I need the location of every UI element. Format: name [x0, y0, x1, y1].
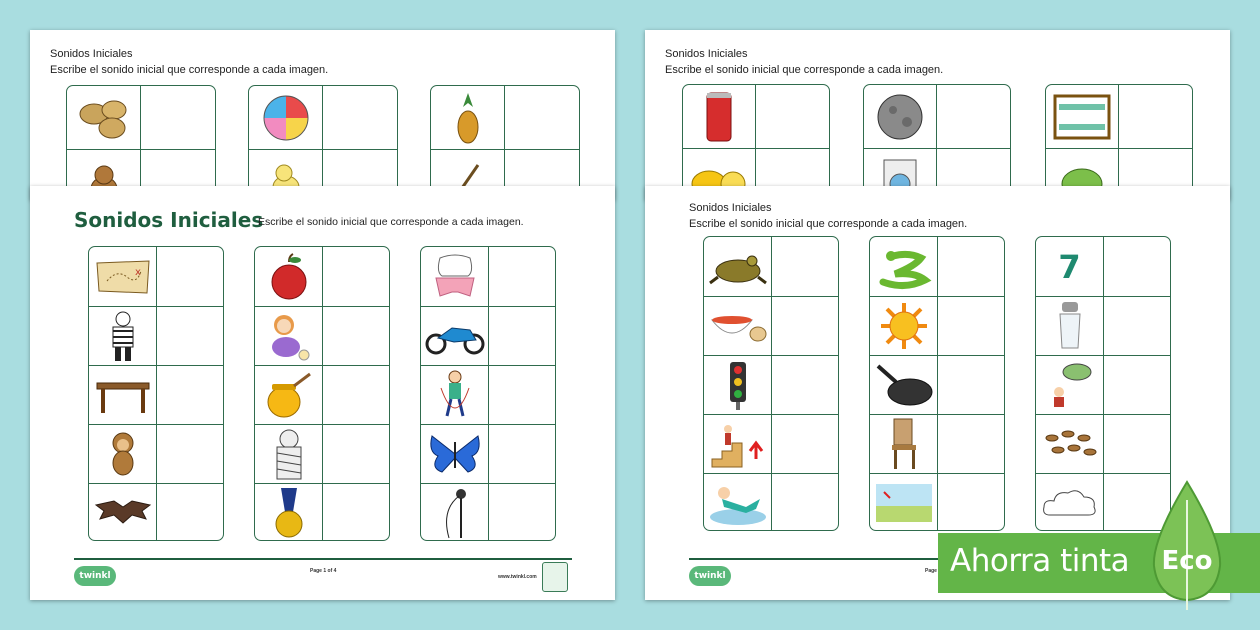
tooth-icon: [421, 247, 489, 306]
answer-box[interactable]: [772, 297, 838, 355]
answer-grid: [869, 236, 1005, 531]
answer-box[interactable]: [1119, 85, 1192, 148]
sun-icon: [870, 297, 938, 355]
answer-box[interactable]: [157, 366, 223, 424]
seven-icon: [1036, 237, 1104, 296]
answer-box[interactable]: [772, 356, 838, 414]
answer-grid: [703, 236, 839, 531]
answer-grid: [430, 85, 580, 200]
motorbike-icon: [421, 307, 489, 365]
moon-icon: [864, 85, 937, 148]
answer-box[interactable]: [157, 425, 223, 483]
answer-grid: [1045, 84, 1193, 200]
ink-saving-label: Ahorra tinta: [950, 543, 1130, 579]
answer-box[interactable]: [1104, 356, 1170, 414]
field-icon: [870, 474, 938, 531]
answer-grid: [248, 85, 398, 200]
answer-box[interactable]: [1104, 415, 1170, 473]
answer-box[interactable]: [489, 247, 555, 306]
page-number: Page 1 of 4: [310, 568, 337, 574]
honey-icon: [255, 366, 323, 424]
answer-grid: [682, 84, 830, 200]
microphone-icon: [421, 484, 489, 541]
answer-box[interactable]: [772, 415, 838, 473]
answer-grid: [863, 84, 1011, 200]
answer-box[interactable]: [937, 85, 1010, 148]
twinkl-logo: twinkl: [689, 566, 731, 586]
answer-box[interactable]: [756, 85, 829, 148]
snake-icon: [870, 237, 938, 296]
answer-box[interactable]: [1104, 237, 1170, 296]
monkey-icon: [89, 425, 157, 483]
answer-box[interactable]: [157, 247, 223, 306]
answer-box[interactable]: [323, 366, 389, 424]
answer-grid: [254, 246, 390, 541]
potato-icon: [67, 86, 141, 149]
page-title: Sonidos Iniciales: [74, 208, 264, 232]
answer-grid: [420, 246, 556, 541]
pan-icon: [870, 356, 938, 414]
answer-grid: [88, 246, 224, 541]
worksheet-back-right: [645, 30, 1230, 200]
answer-box[interactable]: [489, 307, 555, 365]
sheet-title: Sonidos Iniciales: [689, 202, 772, 214]
soda-can-icon: [683, 85, 756, 148]
mummy-icon: [255, 425, 323, 483]
answer-box[interactable]: [489, 484, 555, 541]
footer-divider: [74, 558, 572, 560]
worksheet-front-left: [30, 186, 615, 600]
mime-icon: [89, 307, 157, 365]
website-label: www.twinkl.com: [498, 574, 537, 580]
butterfly-icon: [421, 425, 489, 483]
answer-box[interactable]: [938, 415, 1004, 473]
traffic-light-icon: [704, 356, 772, 414]
answer-box[interactable]: [938, 237, 1004, 296]
answer-box[interactable]: [323, 484, 389, 541]
number-seven: 7: [1058, 247, 1081, 286]
bat-icon: [89, 484, 157, 541]
sheet-instruction: Escribe el sonido inicial que corresponde a cada imagen.: [689, 218, 968, 230]
answer-box[interactable]: [323, 86, 397, 149]
eco-label: Eco: [1161, 546, 1213, 576]
answer-box[interactable]: [323, 307, 389, 365]
pineapple-icon: [431, 86, 505, 149]
sheet-title: Sonidos Iniciales: [50, 48, 133, 60]
stairs-icon: [704, 415, 772, 473]
answer-box[interactable]: [157, 484, 223, 541]
answer-grid: [66, 85, 216, 200]
eco-leaf-icon: [1150, 480, 1224, 610]
answer-box[interactable]: [772, 474, 838, 531]
frog-icon: [704, 237, 772, 296]
sheet-instruction: Escribe el sonido inicial que corresponde a cada imagen.: [258, 216, 524, 228]
answer-box[interactable]: [323, 425, 389, 483]
jumping-boy-icon: [421, 366, 489, 424]
page-number: Page: [925, 568, 937, 574]
answer-box[interactable]: [157, 307, 223, 365]
apple-icon: [255, 247, 323, 306]
mermaid-icon: [704, 474, 772, 531]
sheet-instruction: Escribe el sonido inicial que corresponde a cada imagen.: [50, 64, 329, 76]
ball-icon: [249, 86, 323, 149]
map-icon: [89, 247, 157, 306]
answer-box[interactable]: [1104, 297, 1170, 355]
answer-box[interactable]: [141, 86, 215, 149]
dream-icon: [1036, 356, 1104, 414]
salt-shaker-icon: [1036, 297, 1104, 355]
chair-icon: [870, 415, 938, 473]
answer-box[interactable]: [772, 237, 838, 296]
answer-box[interactable]: [489, 425, 555, 483]
worksheet-back-left: [30, 30, 615, 200]
svg-text:x: x: [134, 266, 141, 278]
answer-box[interactable]: [938, 474, 1004, 531]
answer-box[interactable]: [505, 86, 579, 149]
medal-icon: [255, 484, 323, 541]
answer-box[interactable]: [938, 297, 1004, 355]
twinkl-logo: twinkl: [74, 566, 116, 586]
doll-icon: [255, 307, 323, 365]
quality-stamp: [542, 562, 568, 592]
cloud-icon: [1036, 474, 1104, 531]
answer-box[interactable]: [938, 356, 1004, 414]
answer-box[interactable]: [323, 247, 389, 306]
seeds-icon: [1036, 415, 1104, 473]
answer-box[interactable]: [489, 366, 555, 424]
sheet-title: Sonidos Iniciales: [665, 48, 748, 60]
table-icon: [89, 366, 157, 424]
bunk-bed-icon: [1046, 85, 1119, 148]
soup-icon: [704, 297, 772, 355]
sheet-instruction: Escribe el sonido inicial que corresponde a cada imagen.: [665, 64, 944, 76]
